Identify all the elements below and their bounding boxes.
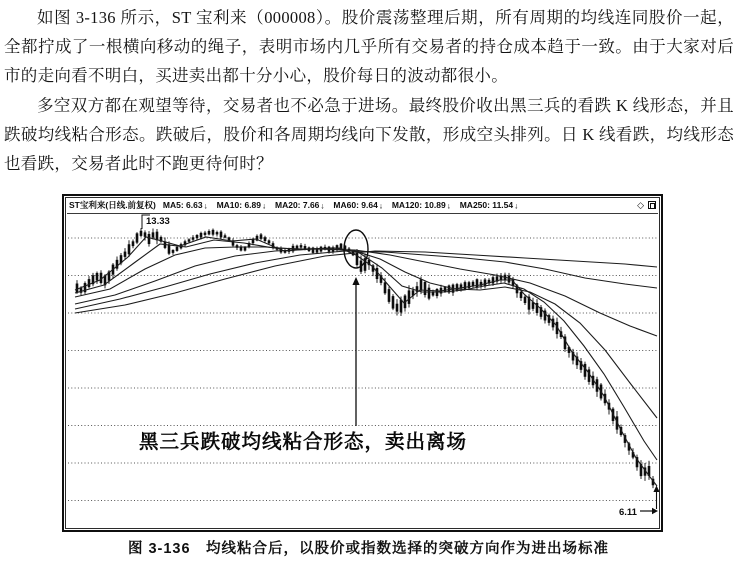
annotation-text: 黑三兵跌破均线粘合形态，卖出离场	[139, 432, 468, 453]
maximize-icon	[648, 201, 656, 209]
ma-readout-ma60: MA60: 9.64 ↓	[333, 200, 383, 210]
down-arrow-icon: ↓	[262, 201, 266, 210]
stock-chart-panel	[62, 194, 663, 532]
ma-readout-ma5: MA5: 6.63 ↓	[162, 200, 208, 210]
last-price-label: 6.11	[619, 507, 637, 518]
body-text	[4, 3, 734, 178]
ma-readout-ma20: MA20: 7.66 ↓	[275, 200, 325, 210]
body-paragraph-1: 如图 3-136 所示，ST 宝利来（000008）。股价震荡整理后期，所有周期的均线连同股价一起，全都拧成了一根横向移动的绳子，表明市场内几乎所有交易者的持仓成本趋于一致。由于大家对后市的走向看不明白，买进卖出都十分小心，股价每日的波动都很小。	[4, 8, 734, 86]
chart-title: ST宝利来(日线.前复权)	[69, 200, 156, 210]
ma-readouts	[163, 200, 518, 210]
ma-readout-ma10: MA10: 6.89 ↓	[216, 200, 266, 210]
down-arrow-icon: ↓	[446, 201, 451, 210]
ma-readout-ma250: MA250: 11.54 ↓	[459, 200, 519, 210]
down-arrow-icon: ↓	[378, 201, 383, 210]
chart-titlebar	[67, 198, 658, 214]
ma-readout-ma120: MA120: 10.89 ↓	[391, 200, 451, 210]
body-paragraph-2: 多空双方都在观望等待，交易者也不必急于进场。最终股价收出黑三兵的看跌 K 线形态，并且跌破均线粘合形态。跌破后，股价和各周期均线向下发散，形成空头排列。日 K 线看跌，均线形态也看跌，交易者此时不跑更待何时？	[4, 95, 734, 174]
chart-corner-icons	[637, 201, 656, 210]
figure-caption: 图 3-136 均线粘合后，以股价或指数选择的突破方向作为进出场标准	[127, 541, 610, 557]
down-arrow-icon: ↓	[320, 201, 325, 210]
diamond-icon: ◇	[637, 199, 644, 210]
high-price-label: 13.33	[146, 216, 170, 227]
down-arrow-icon: ↓	[203, 201, 208, 210]
down-arrow-icon: ↓	[514, 201, 519, 210]
